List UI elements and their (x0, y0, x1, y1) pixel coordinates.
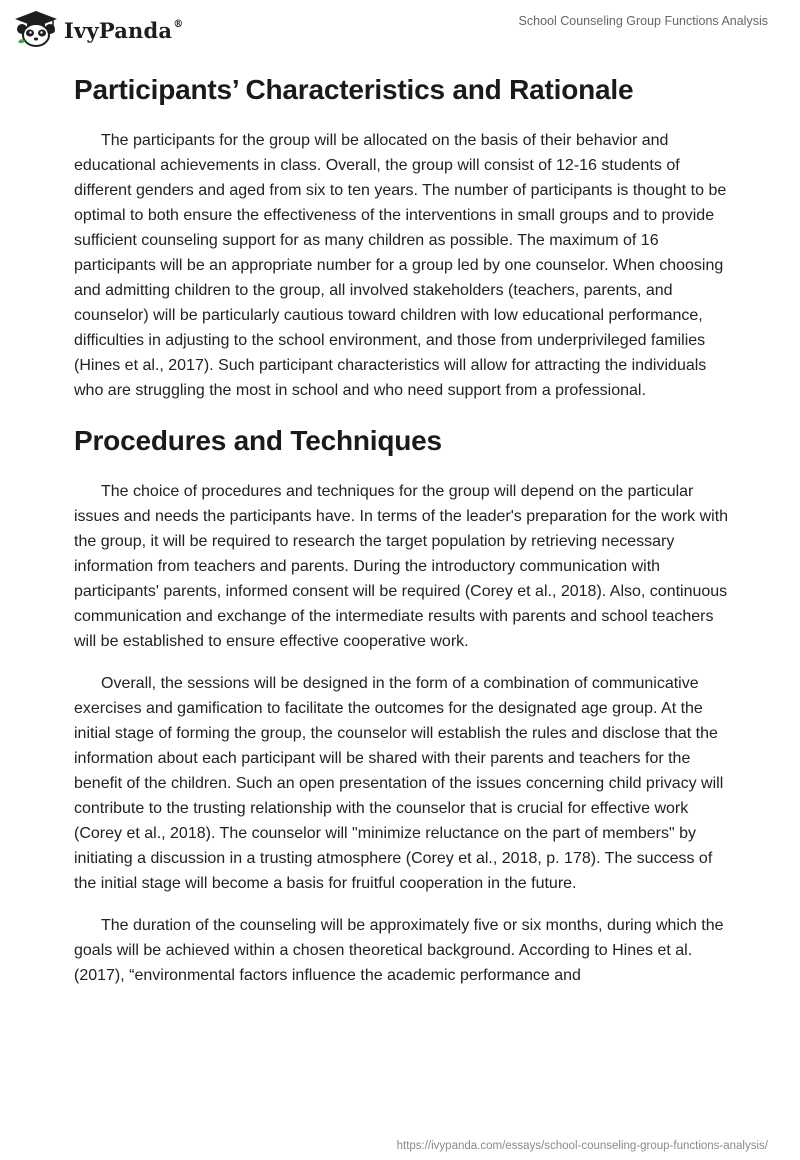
paragraph: The duration of the counseling will be approximately five or six months, during which the goals will be achieved within a chosen theoretical background. According to Hines et al. (2017), “environmental factors influence the academic performance and (74, 917, 724, 984)
panda-graduate-icon (14, 10, 58, 48)
paragraph: The choice of procedures and techniques for the group will depend on the particular issues and needs the participants have. In terms of the leader's preparation for the work with the group, it will be required to research the target population by retrieving necessary information from teachers and parents. During the introductory communication with participants' parents, informed consent will be required (Corey et al., 2018). Also, continuous communication and exchange of the intermediate results with parents and school teachers will be established to ensure effective cooperative work. (74, 483, 729, 650)
page-header (0, 0, 800, 64)
paragraph: Overall, the sessions will be designed in the form of a combination of communicative exercises and gamification to facilitate the outcomes for the designated age group. At the initial stage of forming the group, the counselor will establish the rules and disclose that the information about each participant will be shared with their parents and teachers for the benefit of the children. Such an open presentation of the issues concerning child privacy will contribute to the trusting relationship with the counselor that is crucial for effective work (Corey et al., 2018). The counselor will "minimize reluctance on the part of members" by initiating a discussion in a trusting atmosphere (Corey et al., 2018, p. 178). The success of the initial stage will become a basis for fruitful cooperation in the future. (74, 675, 724, 892)
section-heading-procedures: Procedures and Techniques (74, 425, 442, 456)
source-url[interactable]: https://ivypanda.com/essays/school-counseling-group-functions-analysis/ (396, 1140, 768, 1152)
ivypanda-logo[interactable] (14, 10, 183, 48)
logo-wordmark: IvyPanda® (64, 17, 184, 43)
section-heading-participants: Participants’ Characteristics and Rationale (74, 74, 634, 105)
document-title: School Counseling Group Functions Analysis (518, 14, 768, 28)
paragraph: The participants for the group will be allocated on the basis of their behavior and educational achievements in class. Overall, the group will consist of 12-16 students of different genders and aged from six to ten years. The number of participants is thought to be optimal to both ensure the effectiveness of the interventions in small groups and to provide sufficient counseling support for as many children as possible. The maximum of 16 participants will be an appropriate number for a group led by one counselor. When choosing and admitting children to the group, all involved stakeholders (teachers, parents, and counselor) will be particularly cautious toward children with low educational performance, difficulties in adjusting to the school environment, and those from underprivileged families (Hines et al., 2017). Such participant characteristics will allow for attracting the individuals who are struggling the most in school and who need support from a professional. (74, 132, 727, 399)
essay-content (74, 70, 734, 1005)
